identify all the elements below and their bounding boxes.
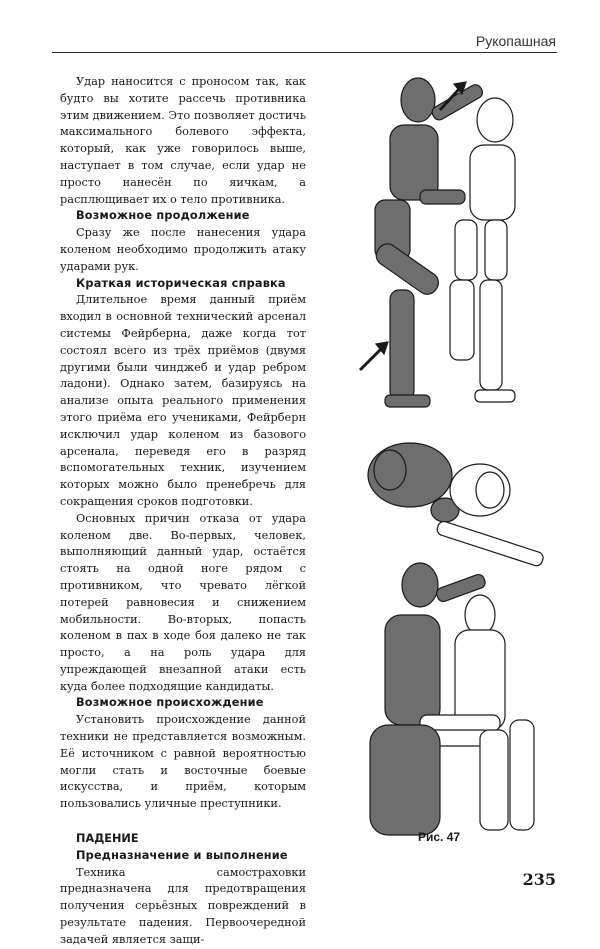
figure-47-illustration bbox=[330, 70, 560, 850]
page-number: 235 bbox=[522, 870, 556, 889]
subheading-purpose: Предназначение и выполнение bbox=[76, 848, 288, 862]
paragraph: Установить происхождение данной техники не представляется возможным. Её источником с равной вероятностью могли стать и восточные боевые искусства, и приём, которым пользовались уличные преступники. bbox=[60, 713, 306, 811]
figure-top-view bbox=[368, 443, 545, 567]
paragraph: Удар наносится с проносом так, как будто вы хотите рассечь противника этим движением. Это позволяет достичь максимального болевого эффекта, который, как уже говорилось выше, наступает в том случае, если удар не просто нанесён по яичкам, а расплющивает их о тело противника. bbox=[60, 75, 306, 206]
subheading-origin: Возможное происхождение bbox=[76, 696, 264, 710]
subheading-continuation: Возможное продолжение bbox=[76, 209, 250, 223]
subheading-history: Краткая историческая справка bbox=[76, 276, 286, 290]
defender-head bbox=[477, 98, 513, 142]
attacker-torso bbox=[390, 125, 438, 200]
running-title: Рукопашная bbox=[475, 33, 556, 49]
section-heading-fall: ПАДЕНИЕ bbox=[76, 832, 139, 846]
paragraph: Основных причин отказа от удара коленом две. Во-первых, человек, выполняющий данный удар, остаётся стоять на одной ноге рядом с противником, что чревато лёгкой потерей равновесия и снижением мобильности. Во-вторых, попасть коленом в пах в ходе боя далеко не так просто, а на роль удара для упреждающей внезапной атаки есть куда более подходящие кандидаты. bbox=[60, 511, 306, 693]
header-rule bbox=[52, 52, 557, 53]
figure-top-pair bbox=[360, 78, 515, 407]
attacker-head bbox=[401, 78, 435, 122]
paragraph: Техника самостраховки предназначена для предотвращения получения серьёзных повреждений в результате падения. Первоочередной задачей является защи- bbox=[60, 865, 306, 946]
defender-torso bbox=[470, 145, 515, 220]
body-text-column bbox=[60, 74, 306, 949]
figure-bottom-pair bbox=[370, 563, 534, 835]
paragraph: Сразу же после нанесения удара коленом необходимо продолжить атаку ударами рук. bbox=[60, 226, 306, 273]
knee-strike-illustration bbox=[330, 70, 560, 850]
figure-caption: Рис. 47 bbox=[418, 830, 461, 844]
paragraph: Длительное время данный приём входил в основной технический арсенал системы Фейрберна, даже когда тот состоял всего из трёх приёмов (двумя другими были чинджеб и удар ребром ладони). Однако затем, базируясь на анализе опыта реального применения этого приёма его учениками, Фейрберн исключил удар коленом из базового арсенала, переведя его в разряд вспомогательных техник, изучением которых можно было пренебречь для сокращения сроков подготовки. bbox=[60, 293, 306, 508]
